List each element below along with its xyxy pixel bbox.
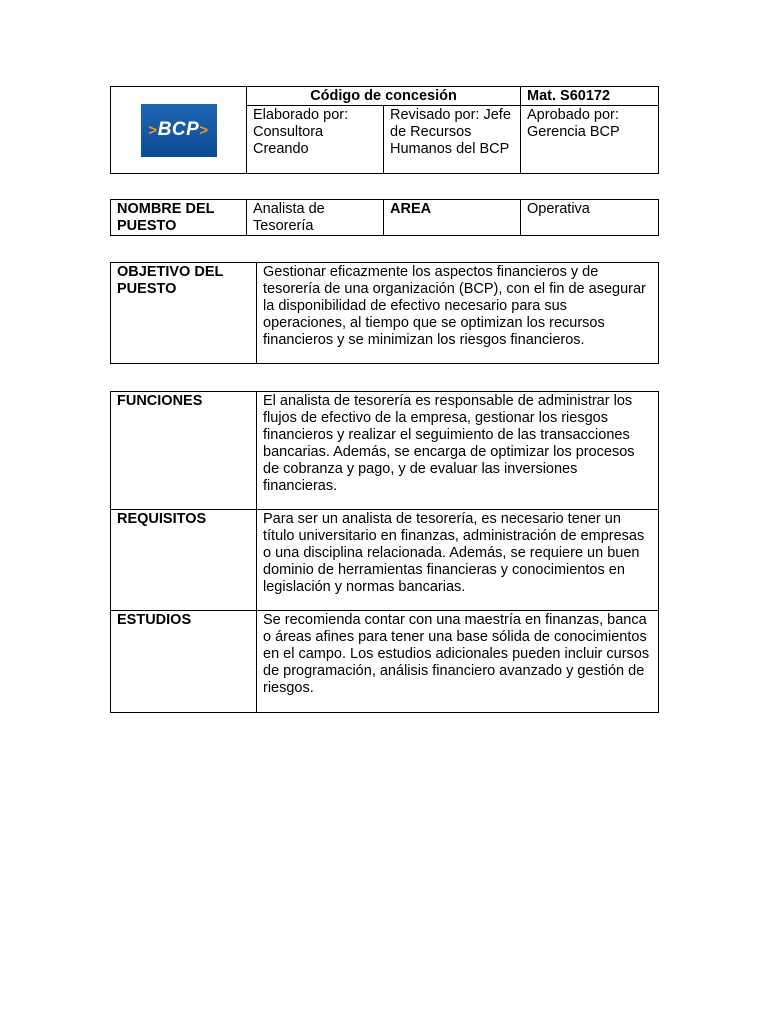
objetivo-table <box>110 262 659 364</box>
area-label: AREA <box>384 200 521 236</box>
objetivo-text: Gestionar eficazmente los aspectos financieros y de tesorería de una organización (BCP), con el fin de asegurar la disponibilidad de efectivo necesario para sus operaciones, al tiempo que se optimizan los recursos financieros y se minimizan los riesgos financieros. <box>257 263 659 364</box>
nombre-value: Analista de Tesorería <box>247 200 384 236</box>
puesto-table <box>110 199 659 236</box>
table-row <box>111 611 659 713</box>
aprobado-cell: Aprobado por: Gerencia BCP <box>521 106 659 174</box>
funciones-text: El analista de tesorería es responsable de administrar los flujos de efectivo de la empresa, gestionar los riesgos financieros y realizar el seguimiento de las transacciones bancarias. Además, se encarga de optimizar los procesos de cobranza y pago, y de evaluar las inversiones financieras. <box>257 392 659 510</box>
header-table <box>110 86 659 174</box>
code-label: Código de concesión <box>247 87 521 106</box>
estudios-label: ESTUDIOS <box>111 611 257 713</box>
objetivo-label: OBJETIVO DEL PUESTO <box>111 263 257 364</box>
bcp-logo: >BCP> <box>141 104 217 157</box>
elaborado-cell: Elaborado por: Consultora Creando <box>247 106 384 174</box>
requisitos-text: Para ser un analista de tesorería, es necesario tener un título universitario en finanzas, administración de empresas o una disciplina relacionada. Además, se requiere un buen dominio de herramientas financieras y conocimientos en legislación y normas bancarias. <box>257 510 659 611</box>
mat-label: Mat. S60172 <box>521 87 659 106</box>
table-row <box>111 510 659 611</box>
detalles-table <box>110 391 659 713</box>
estudios-text: Se recomienda contar con una maestría en finanzas, banca o áreas afines para tener una base sólida de conocimientos en el campo. Los estudios adicionales pueden incluir cursos de programación, análisis financiero avanzado y gestión de riesgos. <box>257 611 659 713</box>
revisado-cell: Revisado por: Jefe de Recursos Humanos del BCP <box>384 106 521 174</box>
requisitos-label: REQUISITOS <box>111 510 257 611</box>
logo-cell <box>111 87 247 174</box>
area-value: Operativa <box>521 200 659 236</box>
table-row <box>111 392 659 510</box>
logo-text: BCP <box>157 118 200 140</box>
funciones-label: FUNCIONES <box>111 392 257 510</box>
nombre-label: NOMBRE DEL PUESTO <box>111 200 247 236</box>
